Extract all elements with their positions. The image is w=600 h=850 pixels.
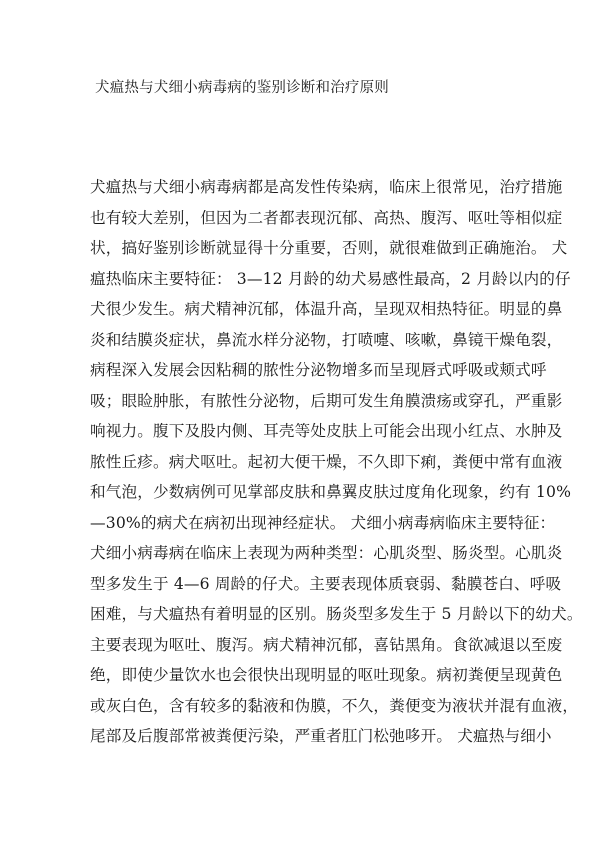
body-line: —30%的病犬在病初出现神经症状。 犬细小病毒病临床主要特征： [90, 513, 556, 532]
body-line: 型多发生于 4—6 周龄的仔犬。主要表现体质衰弱、黏膜苍白、呼吸 [90, 574, 562, 593]
body-line: 犬很少发生。病犬精神沉郁，体温升高，呈现双相热特征。明显的鼻 [90, 300, 563, 318]
body-line: 或灰白色，含有较多的黏液和伪膜，不久，粪便变为液状并混有血液， [90, 696, 579, 715]
body-line: 状，搞好鉴别诊断就显得十分重要，否则，就很难做到正确施治。 犬 [90, 239, 568, 257]
body-line: 尾部及后腹部常被粪便污染，严重者肛门松弛哆开。 犬瘟热与细小 [90, 727, 552, 745]
body-line: 脓性丘疹。病犬呕吐。起初大便干燥，不久即下痢，粪便中常有血液 [90, 452, 563, 471]
body-line: 响视力。腹下及股内侧、耳壳等处皮肤上可能会出现小红点、水肿及 [90, 422, 563, 440]
document-body [90, 172, 583, 752]
body-line: 主要表现为呕吐、腹泻。病犬精神沉郁，喜钻黑角。食欲减退以至废 [90, 635, 563, 654]
body-line: 和气泡，少数病例可见掌部皮肤和鼻翼皮肤过度角化现象，约有 10% [90, 483, 572, 501]
body-line: 瘟热临床主要特征： 3—12 月龄的幼犬易感性最高，2 月龄以内的仔 [90, 269, 571, 288]
body-line: 炎和结膜炎症状，鼻流水样分泌物，打喷嚏、咳嗽，鼻镜干燥龟裂， [90, 330, 563, 349]
body-line: 犬细小病毒病在临床上表现为两种类型：心肌炎型、肠炎型。心肌炎 [90, 544, 563, 562]
document-title: 犬瘟热与犬细小病毒病的鉴别诊断和治疗原则 [95, 80, 389, 96]
body-line: 犬瘟热与犬细小病毒病都是高发性传染病，临床上很常见，治疗措施 [90, 178, 563, 196]
body-line: 吸；眼睑肿胀，有脓性分泌物，后期可发生角膜溃疡或穿孔，严重影 [90, 391, 563, 410]
body-line: 困难，与犬瘟热有着明显的区别。肠炎型多发生于 5 月龄以下的幼犬。 [90, 605, 583, 623]
body-line: 也有较大差别，但因为二者都表现沉郁、高热、腹泻、呕吐等相似症 [90, 208, 563, 227]
body-line: 病程深入发展会因粘稠的脓性分泌物增多而呈现唇式呼吸或颊式呼 [90, 361, 547, 379]
body-line: 绝，即使少量饮水也会很快出现明显的呕吐现象。病初粪便呈现黄色 [90, 666, 563, 684]
